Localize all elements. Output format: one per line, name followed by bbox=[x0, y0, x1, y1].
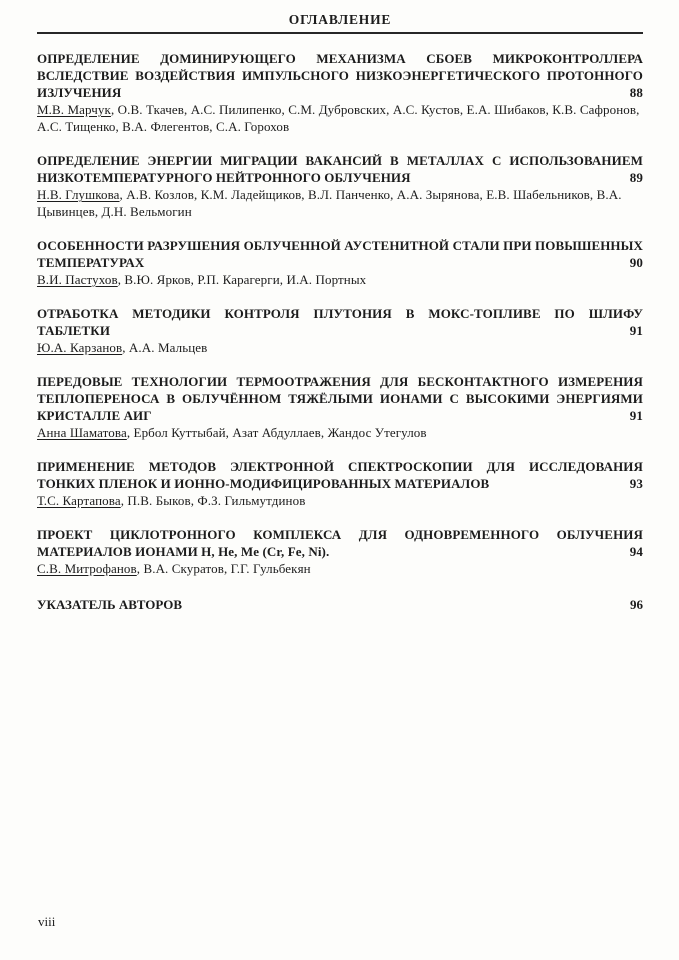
entry-other-authors: , В.А. Скуратов, Г.Г. Гульбекян bbox=[136, 561, 311, 576]
entry-title: ПРОЕКТ ЦИКЛОТРОННОГО КОМПЛЕКСА ДЛЯ ОДНОВРЕМЕННОГО ОБЛУЧЕНИЯ МАТЕРИАЛОВ ИОНАМИ H, He, Me (Cr, Fe, Ni). bbox=[37, 527, 643, 559]
entry-title-row bbox=[37, 152, 643, 186]
entry-title-row bbox=[37, 237, 643, 271]
entry-page-number: 88 bbox=[629, 85, 643, 100]
entry-other-authors: , А.В. Козлов, К.М. Ладейщиков, В.Л. Панченко, А.А. Зырянова, Е.В. Шабельников, В.А. Цывинцев, Д.Н. Вельмогин bbox=[37, 187, 622, 219]
author-index-row bbox=[37, 596, 643, 613]
entry-authors bbox=[37, 492, 643, 509]
toc-entry bbox=[37, 50, 643, 135]
entry-authors bbox=[37, 271, 643, 288]
entry-first-author: Т.С. Картапова bbox=[37, 493, 121, 508]
entry-first-author: Ю.А. Карзанов bbox=[37, 340, 123, 355]
toc-entry bbox=[37, 152, 643, 220]
entry-title-row bbox=[37, 458, 643, 492]
entry-other-authors: , О.В. Ткачев, А.С. Пилипенко, С.М. Дубровских, А.С. Кустов, Е.А. Шибаков, К.В. Сафронов, А.С. Тищенко, В.А. Флегентов, С.А. Горохов bbox=[37, 102, 640, 134]
entry-other-authors: , П.В. Быков, Ф.З. Гильмутдинов bbox=[120, 493, 306, 508]
entry-authors bbox=[37, 339, 643, 356]
entry-page-number: 91 bbox=[629, 408, 643, 423]
entry-page-number: 89 bbox=[629, 170, 643, 185]
header-divider bbox=[37, 32, 643, 34]
entry-other-authors: , А.А. Мальцев bbox=[122, 340, 208, 355]
entry-title: ПЕРЕДОВЫЕ ТЕХНОЛОГИИ ТЕРМООТРАЖЕНИЯ ДЛЯ БЕСКОНТАКТНОГО ИЗМЕРЕНИЯ ТЕПЛОПЕРЕНОСА В ОБЛУЧЁННОМ ТЯЖЁЛЫМИ ИОНАМИ С ВЫСОКИМИ ЭНЕРГИЯМИ КРИСТАЛЛЕ АИГ bbox=[37, 374, 643, 423]
entry-other-authors: , В.Ю. Ярков, Р.П. Карагерги, И.А. Портных bbox=[117, 272, 367, 287]
entry-title-row bbox=[37, 50, 643, 101]
entry-other-authors: , Ербол Куттыбай, Азат Абдуллаев, Жандос Утегулов bbox=[126, 425, 427, 440]
entry-title: ОПРЕДЕЛЕНИЕ ЭНЕРГИИ МИГРАЦИИ ВАКАНСИЙ В МЕТАЛЛАХ С ИСПОЛЬЗОВАНИЕМ НИЗКОТЕМПЕРАТУРНОГО НЕЙТРОННОГО ОБЛУЧЕНИЯ bbox=[37, 153, 643, 185]
entry-page-number: 94 bbox=[629, 544, 643, 559]
entry-title-row bbox=[37, 305, 643, 339]
toc-entry bbox=[37, 526, 643, 577]
page-content bbox=[37, 0, 643, 613]
entry-first-author: С.В. Митрофанов bbox=[37, 561, 137, 576]
toc-entry bbox=[37, 237, 643, 288]
page-header bbox=[37, 0, 643, 34]
page-title: ОГЛАВЛЕНИЕ bbox=[288, 12, 392, 27]
entry-page-number: 90 bbox=[629, 255, 643, 270]
entry-authors bbox=[37, 186, 643, 220]
entry-title: ПРИМЕНЕНИЕ МЕТОДОВ ЭЛЕКТРОННОЙ СПЕКТРОСКОПИИ ДЛЯ ИССЛЕДОВАНИЯ ТОНКИХ ПЛЕНОК И ИОННО-МОДИФИЦИРОВАННЫХ МАТЕРИАЛОВ bbox=[37, 459, 643, 491]
entry-page-number: 91 bbox=[629, 323, 643, 338]
entry-first-author: В.И. Пастухов bbox=[37, 272, 118, 287]
author-index-page-number: 96 bbox=[630, 597, 643, 612]
entry-page-number: 93 bbox=[629, 476, 643, 491]
toc-entry bbox=[37, 458, 643, 509]
toc-entry bbox=[37, 305, 643, 356]
entry-authors bbox=[37, 101, 643, 135]
entry-first-author: М.В. Марчук bbox=[37, 102, 111, 117]
footer-page-number: viii bbox=[38, 914, 56, 929]
entry-title-row bbox=[37, 373, 643, 424]
entry-title-row bbox=[37, 526, 643, 560]
entry-authors bbox=[37, 424, 643, 441]
entry-first-author: Н.В. Глушкова bbox=[37, 187, 120, 202]
entry-authors bbox=[37, 560, 643, 577]
entry-first-author: Анна Шаматова bbox=[37, 425, 127, 440]
toc-entry-list bbox=[37, 50, 643, 613]
toc-entry bbox=[37, 373, 643, 441]
entry-title: ОТРАБОТКА МЕТОДИКИ КОНТРОЛЯ ПЛУТОНИЯ В МОКС-ТОПЛИВЕ ПО ШЛИФУ ТАБЛЕТКИ bbox=[37, 306, 643, 338]
entry-title: ОСОБЕННОСТИ РАЗРУШЕНИЯ ОБЛУЧЕННОЙ АУСТЕНИТНОЙ СТАЛИ ПРИ ПОВЫШЕННЫХ ТЕМПЕРАТУРАХ bbox=[37, 238, 643, 270]
author-index-label: УКАЗАТЕЛЬ АВТОРОВ bbox=[37, 597, 182, 612]
entry-title: ОПРЕДЕЛЕНИЕ ДОМИНИРУЮЩЕГО МЕХАНИЗМА СБОЕВ МИКРОКОНТРОЛЛЕРА ВСЛЕДСТВИЕ ВОЗДЕЙСТВИЯ ИМПУЛЬСНОГО НИЗКОЭНЕРГЕТИЧЕСКОГО ПРОТОННОГО ИЗЛУЧЕНИЯ bbox=[37, 51, 643, 100]
